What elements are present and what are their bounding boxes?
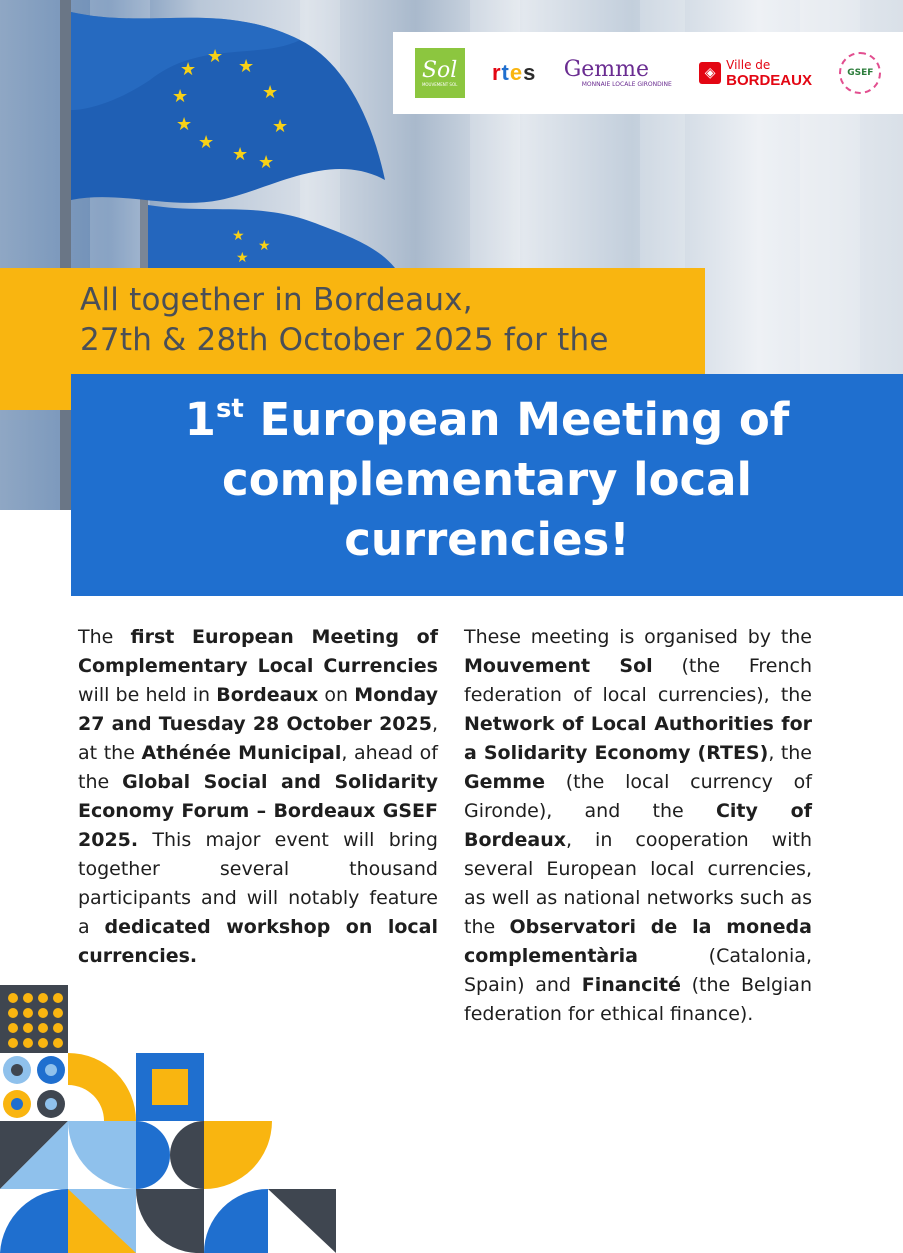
date-banner-line1: All together in Bordeaux, bbox=[80, 282, 473, 318]
text-segment: The bbox=[78, 626, 131, 648]
quarter-circle bbox=[136, 1189, 204, 1253]
svg-text:★: ★ bbox=[207, 46, 224, 67]
eu-flag bbox=[148, 205, 395, 268]
svg-text:★: ★ bbox=[258, 238, 271, 254]
title-line3: currencies! bbox=[344, 513, 630, 566]
bold-text-segment: Mouvement Sol bbox=[464, 655, 653, 677]
svg-text:★: ★ bbox=[238, 56, 255, 77]
geometric-decoration bbox=[0, 985, 340, 1253]
page-title bbox=[71, 390, 903, 570]
bold-text-segment: Gemme bbox=[464, 771, 545, 793]
quarter-circle bbox=[0, 1189, 68, 1253]
svg-text:★: ★ bbox=[172, 86, 189, 107]
svg-text:★: ★ bbox=[272, 116, 289, 137]
text-segment: (the French federation of local currencies), the bbox=[464, 655, 812, 706]
flag-pole bbox=[140, 190, 148, 280]
svg-text:★: ★ bbox=[236, 250, 249, 266]
text-segment: This major event will bring together several thousand participants and will notably feature a bbox=[78, 829, 438, 938]
title-line2: complementary local bbox=[222, 453, 752, 506]
quarter-circle bbox=[68, 1121, 136, 1189]
quarter-circle bbox=[204, 1121, 272, 1189]
svg-text:★: ★ bbox=[232, 144, 249, 165]
body-column-right bbox=[464, 623, 812, 1029]
text-segment: , in cooperation with several European local currencies, as well as national networks such as the bbox=[464, 829, 812, 938]
svg-text:★: ★ bbox=[232, 228, 245, 244]
text-segment: (the local currency of Gironde), and the bbox=[464, 771, 812, 822]
title-banner bbox=[71, 374, 903, 596]
rtes-letter: s bbox=[523, 60, 537, 85]
gemme-logo bbox=[563, 56, 672, 88]
svg-text:★: ★ bbox=[258, 152, 275, 173]
gemme-logo-name: Gemme bbox=[563, 56, 650, 82]
bordeaux-logo-line2: BORDEAUX bbox=[726, 72, 812, 89]
title-ordinal: st bbox=[215, 394, 244, 424]
bold-text-segment: Financité bbox=[581, 974, 681, 996]
svg-text:★: ★ bbox=[176, 114, 193, 135]
gsef-logo bbox=[839, 52, 881, 94]
gemme-logo-sub: MONNAIE LOCALE GIRONDINE bbox=[581, 80, 672, 88]
svg-text:★: ★ bbox=[262, 82, 279, 103]
text-segment: will be held in bbox=[78, 684, 217, 706]
bold-text-segment: Global Social and Solidarity Economy Forum – Bordeaux GSEF 2025. bbox=[78, 771, 438, 851]
date-banner-line2: 27th & 28th October 2025 for the bbox=[80, 322, 609, 358]
title-number: 1 bbox=[184, 393, 216, 446]
text-segment: , ahead of the bbox=[78, 742, 439, 793]
quarter-circle bbox=[204, 1189, 268, 1253]
gsef-logo-text: GSEF bbox=[847, 68, 874, 78]
bordeaux-logo bbox=[699, 58, 812, 88]
bold-text-segment: Monday 27 and Tuesday 28 October 2025 bbox=[78, 684, 438, 735]
bordeaux-logo-line1: Ville de bbox=[726, 58, 771, 72]
bold-text-segment: dedicated workshop on local currencies. bbox=[78, 916, 438, 967]
sol-logo-text: Sol bbox=[421, 57, 458, 83]
text-segment: (the Belgian federation for ethical finance). bbox=[464, 974, 812, 1025]
bold-text-segment: first European Meeting of Complementary Local Currencies bbox=[78, 626, 438, 677]
svg-text:★: ★ bbox=[180, 59, 197, 80]
text-segment: , the bbox=[768, 742, 812, 764]
text-segment: on bbox=[318, 684, 355, 706]
rtes-logo bbox=[492, 60, 536, 86]
rtes-letter: e bbox=[509, 60, 524, 85]
text-segment: (Catalonia, Spain) and bbox=[464, 945, 812, 996]
rtes-letter: t bbox=[501, 60, 510, 85]
bold-text-segment: Network of Local Authorities for a Solidarity Economy (RTES) bbox=[464, 713, 812, 764]
text-segment: , at the bbox=[78, 713, 438, 764]
inner-square bbox=[152, 1069, 188, 1105]
svg-text:★: ★ bbox=[198, 132, 215, 153]
title-line1: European Meeting of bbox=[243, 393, 790, 446]
sol-logo bbox=[415, 48, 465, 98]
bold-text-segment: City of Bordeaux bbox=[464, 800, 813, 851]
bold-text-segment: Observatori de la moneda complementària bbox=[464, 916, 812, 967]
bold-text-segment: Bordeaux bbox=[216, 684, 319, 706]
rtes-letter: r bbox=[491, 60, 502, 85]
body-column-left bbox=[78, 623, 438, 971]
sol-logo-tagline: MOUVEMENT SOL bbox=[421, 81, 458, 87]
text-segment: These meeting is organised by the bbox=[464, 626, 812, 648]
partner-logos bbox=[393, 32, 903, 114]
bordeaux-crest-icon: ◈ bbox=[699, 62, 721, 84]
bold-text-segment: Athénée Municipal bbox=[141, 742, 342, 764]
triangle-shape bbox=[268, 1189, 336, 1253]
flag-pole bbox=[60, 0, 71, 510]
